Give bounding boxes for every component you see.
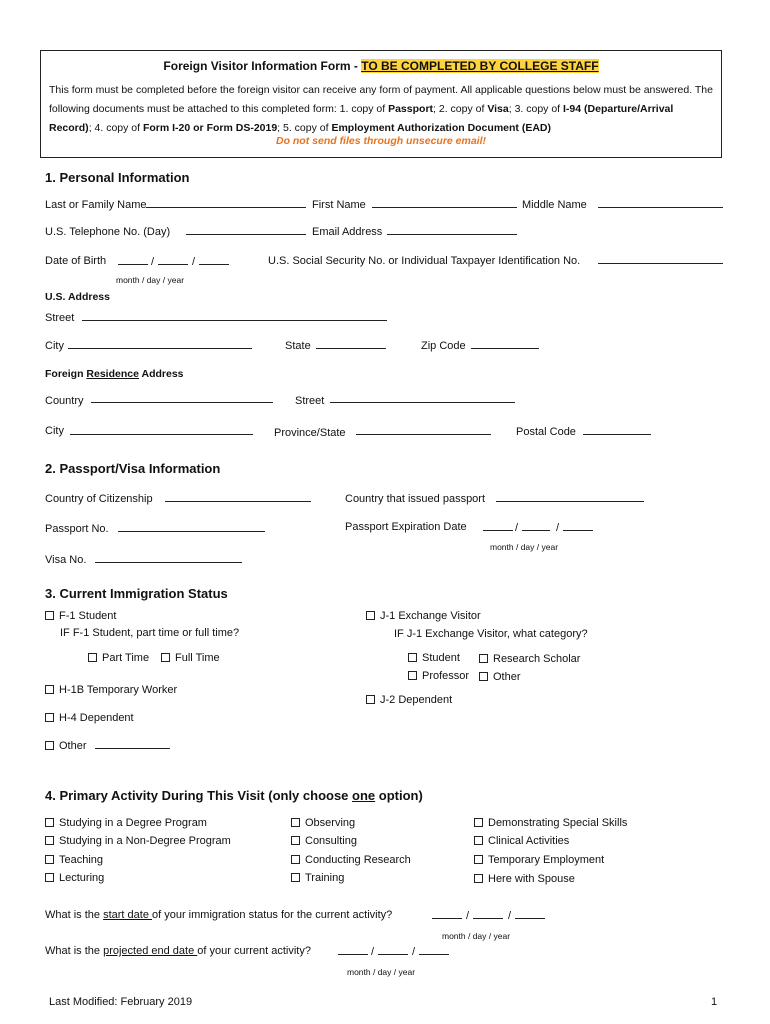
expiration-day-field[interactable]	[522, 530, 550, 531]
activity-option[interactable]: Observing	[291, 817, 355, 829]
end-day-field[interactable]	[378, 954, 408, 955]
us-address-heading: U.S. Address	[45, 291, 110, 303]
foreign-country-label: Country	[45, 395, 84, 407]
start-format-hint: month / day / year	[442, 931, 511, 941]
professor-option[interactable]: Professor	[408, 670, 469, 682]
ssn-field[interactable]	[598, 263, 723, 264]
research-scholar-option[interactable]: Research Scholar	[479, 653, 580, 665]
start-date-question: What is the start date of your immigration status for the current activity?	[45, 909, 393, 921]
activity-option[interactable]: Teaching	[45, 854, 103, 866]
start-year-field[interactable]	[515, 918, 545, 919]
telephone-field[interactable]	[186, 234, 306, 235]
activity-option[interactable]: Studying in a Non-Degree Program	[45, 835, 231, 847]
foreign-address-heading: Foreign Residence Address	[45, 368, 184, 380]
other-category-option[interactable]: Other	[479, 671, 521, 683]
activity-option[interactable]: Demonstrating Special Skills	[474, 817, 627, 829]
us-state-label: State	[285, 340, 311, 352]
h1b-option[interactable]: H-1B Temporary Worker	[45, 684, 177, 696]
start-month-field[interactable]	[432, 918, 462, 919]
other-status-option[interactable]: Other	[45, 740, 87, 752]
expiration-format-hint: month / day / year	[490, 542, 559, 552]
foreign-country-field[interactable]	[91, 402, 273, 403]
section-activity-heading: 4. Primary Activity During This Visit (only choose one option)	[45, 788, 423, 803]
middle-name-field[interactable]	[598, 207, 723, 208]
instructions-box	[40, 50, 722, 158]
dob-format-hint: month / day / year	[116, 275, 185, 285]
dob-day-field[interactable]	[158, 264, 188, 265]
activity-option[interactable]: Studying in a Degree Program	[45, 817, 207, 829]
foreign-street-field[interactable]	[330, 402, 515, 403]
other-status-field[interactable]	[95, 748, 170, 749]
activity-option[interactable]: Consulting	[291, 835, 357, 847]
end-format-hint: month / day / year	[347, 967, 416, 977]
passport-no-label: Passport No.	[45, 523, 109, 535]
activity-option[interactable]: Lecturing	[45, 872, 104, 884]
dob-label: Date of Birth	[45, 255, 107, 267]
activity-option[interactable]: Conducting Research	[291, 854, 411, 866]
us-city-field[interactable]	[68, 348, 252, 349]
staff-notice: TO BE COMPLETED BY COLLEGE STAFF	[361, 59, 599, 73]
activity-option[interactable]: Training	[291, 872, 344, 884]
postal-field[interactable]	[583, 434, 651, 435]
us-street-field[interactable]	[82, 320, 387, 321]
email-label: Email Address	[312, 226, 383, 238]
postal-label: Postal Code	[516, 426, 576, 438]
visa-no-label: Visa No.	[45, 554, 87, 566]
first-name-label: First Name	[312, 199, 366, 211]
j1-option[interactable]: J-1 Exchange Visitor	[366, 610, 481, 622]
telephone-label: U.S. Telephone No. (Day)	[45, 226, 171, 238]
dob-month-field[interactable]	[118, 264, 148, 265]
first-name-field[interactable]	[372, 207, 517, 208]
province-label: Province/State	[274, 427, 346, 439]
form-title: Foreign Visitor Information Form - TO BE COMPLETED BY COLLEGE STAFF	[163, 59, 599, 73]
visa-no-field[interactable]	[95, 562, 242, 563]
student-option[interactable]: Student	[408, 652, 460, 664]
last-name-field[interactable]	[146, 207, 306, 208]
last-modified: Last Modified: February 2019	[49, 996, 193, 1008]
us-state-field[interactable]	[316, 348, 386, 349]
full-time-option[interactable]: Full Time	[161, 652, 220, 664]
foreign-city-field[interactable]	[70, 434, 253, 435]
issued-country-label: Country that issued passport	[345, 493, 486, 505]
foreign-street-label: Street	[295, 395, 325, 407]
issued-country-field[interactable]	[496, 501, 644, 502]
expiration-label: Passport Expiration Date	[345, 521, 467, 533]
ssn-label: U.S. Social Security No. or Individual Taxpayer Identification No.	[268, 255, 581, 267]
instructions-text: This form must be completed before the foreign visitor can receive any form of payment. All applicable questions below must be answered. The following documents must be attached to this completed form: 1. copy of Passport; 2. copy of Visa; 3. copy of I-94 (Departure/Arrival Record); 4. copy of Form I-20 or Form DS-2019; 5. copy of Employment Authorization Document (EAD)	[49, 84, 713, 134]
end-year-field[interactable]	[419, 954, 449, 955]
foreign-city-label: City	[45, 425, 64, 437]
f1-checkbox[interactable]	[45, 611, 54, 620]
middle-name-label: Middle Name	[522, 199, 587, 211]
last-name-label: Last or Family Name	[45, 199, 147, 211]
expiration-month-field[interactable]	[483, 530, 513, 531]
h4-option[interactable]: H-4 Dependent	[45, 712, 134, 724]
passport-no-field[interactable]	[118, 531, 265, 532]
expiration-year-field[interactable]	[563, 530, 593, 531]
citizenship-label: Country of Citizenship	[45, 493, 153, 505]
end-date-question: What is the projected end date of your current activity?	[45, 945, 311, 957]
activity-option[interactable]: Here with Spouse	[474, 873, 575, 885]
section-personal-heading: 1. Personal Information	[45, 170, 190, 185]
page-number: 1	[711, 996, 718, 1008]
activity-option[interactable]: Clinical Activities	[474, 835, 569, 847]
dob-year-field[interactable]	[199, 264, 229, 265]
j1-question: IF J-1 Exchange Visitor, what category?	[394, 628, 588, 640]
f1-question: IF F-1 Student, part time or full time?	[60, 627, 240, 639]
section-passport-heading: 2. Passport/Visa Information	[45, 461, 221, 476]
end-month-field[interactable]	[338, 954, 368, 955]
us-zip-field[interactable]	[471, 348, 539, 349]
j2-option[interactable]: J-2 Dependent	[366, 694, 452, 706]
email-field[interactable]	[387, 234, 517, 235]
us-street-label: Street	[45, 312, 75, 324]
section-immigration-heading: 3. Current Immigration Status	[45, 586, 228, 601]
us-city-label: City	[45, 340, 64, 352]
f1-option[interactable]: F-1 Student	[45, 610, 116, 622]
citizenship-field[interactable]	[165, 501, 311, 502]
province-field[interactable]	[356, 434, 491, 435]
part-time-option[interactable]: Part Time	[88, 652, 149, 664]
activity-option[interactable]: Temporary Employment	[474, 854, 604, 866]
email-warning: Do not send files through unsecure email!	[275, 135, 487, 147]
start-day-field[interactable]	[473, 918, 503, 919]
us-zip-label: Zip Code	[421, 340, 466, 352]
